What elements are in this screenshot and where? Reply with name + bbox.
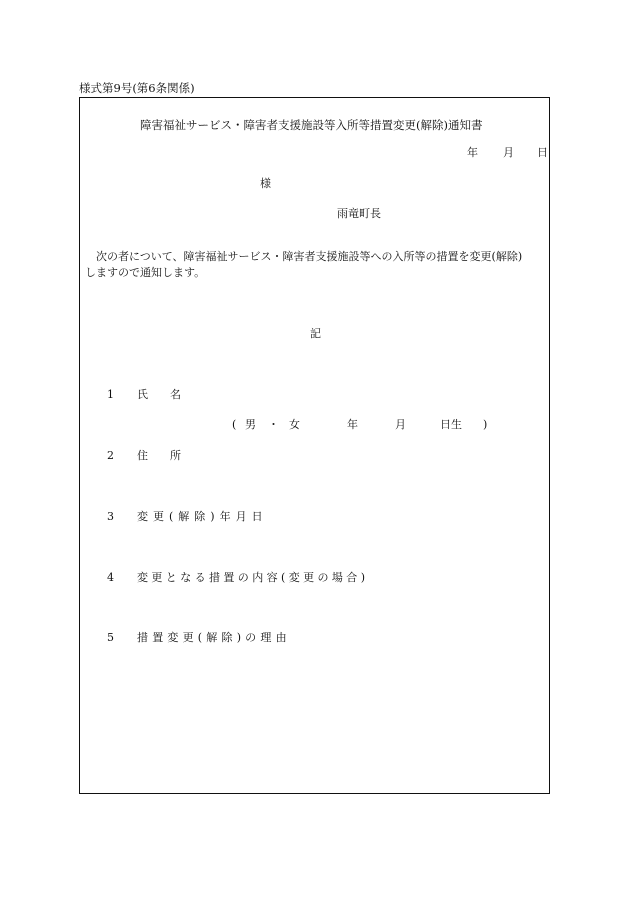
date-month-label: 月 — [503, 146, 514, 159]
item-4-number: 4 — [107, 571, 114, 584]
ki-heading: 記 — [310, 327, 321, 340]
birth-month-label: 月 — [395, 418, 406, 431]
item-2-label: 住所 — [137, 449, 203, 462]
date-day-label: 日 — [537, 146, 548, 159]
form-number-label: 様式第9号(第6条関係) — [79, 81, 195, 95]
birth-day-label: 日生 — [440, 418, 462, 431]
gender-female: 女 — [289, 418, 300, 431]
item-3-number: 3 — [107, 510, 114, 523]
form-border-box — [79, 97, 550, 794]
issuer-name: 雨竜町長 — [337, 207, 381, 220]
item-5-number: 5 — [107, 631, 114, 644]
item-1-label: 氏名 — [137, 388, 203, 401]
item-2-number: 2 — [107, 449, 114, 462]
gender-separator: ・ — [268, 418, 279, 431]
document-title: 障害福祉サービス・障害者支援施設等入所等措置変更(解除)通知書 — [140, 118, 483, 132]
gender-paren-open: ( — [232, 418, 237, 431]
recipient-honorific: 様 — [260, 177, 271, 190]
gender-male: 男 — [245, 418, 256, 431]
item-4-label: 変更となる措置の内容(変更の場合) — [137, 571, 369, 584]
item-5-label: 措置変更(解除)の理由 — [137, 631, 291, 644]
item-3-label: 変更(解除)年月日 — [137, 510, 268, 523]
birth-year-label: 年 — [347, 418, 358, 431]
item-1-number: 1 — [107, 388, 114, 401]
date-year-label: 年 — [467, 146, 478, 159]
body-text-line-2: しますので通知します。 — [85, 266, 206, 279]
body-text-line-1: 次の者について、障害福祉サービス・障害者支援施設等への入所等の措置を変更(解除) — [96, 250, 523, 263]
gender-paren-close: ) — [483, 418, 488, 431]
